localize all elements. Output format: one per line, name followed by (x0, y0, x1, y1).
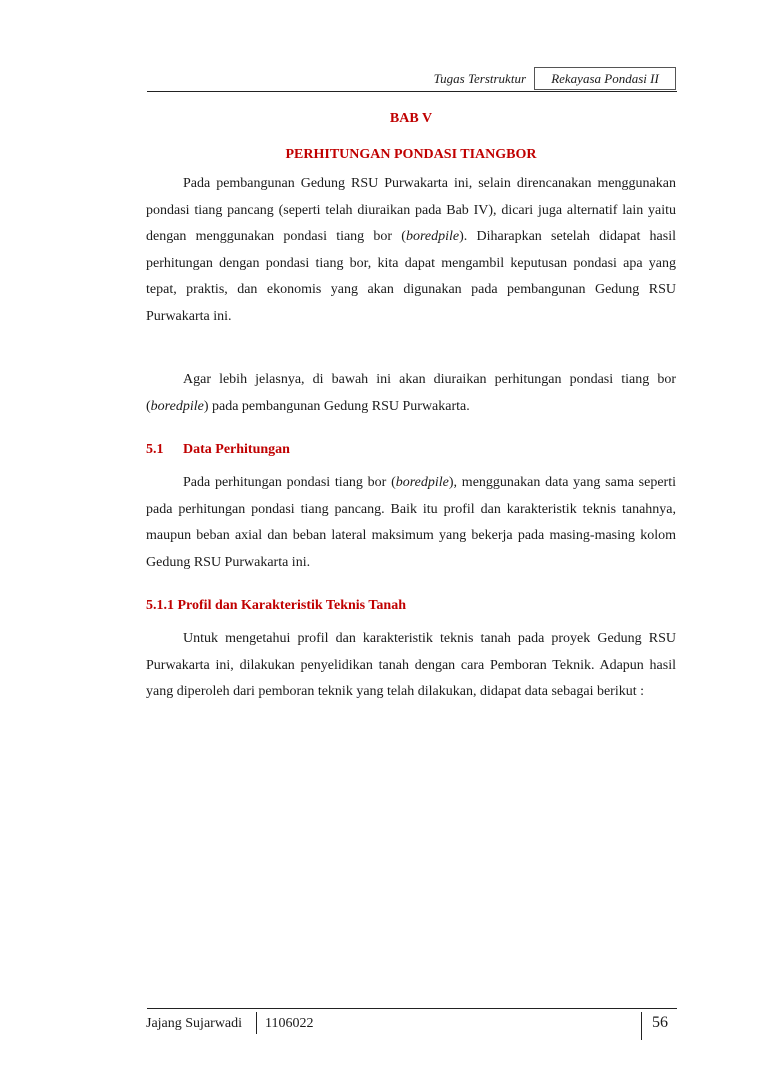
header-rule (147, 91, 677, 92)
paragraph-soil-profile: Untuk mengetahui profil dan karakteristik teknis tanah pada proyek Gedung RSU Purwakarta ini, dilakukan penyelidikan tanah dengan cara Pemboran Teknik. Adapun hasil yang diperoleh dari pemboran teknik yang telah dilakukan, didapat data sebagai berikut : (146, 631, 676, 699)
paragraph-data: Pada perhitungan pondasi tiang bor (boredpile), menggunakan data yang sama seperti pada perhitungan pondasi tiang pancang. Baik itu profil dan karakteristik teknis tanahnya, maupun beban axial dan beban lateral maksimum yang bekerja pada masing-masing kolom Gedung RSU Purwakarta ini. (146, 475, 676, 570)
footer-student-id: 1106022 (265, 1016, 314, 1031)
footer-rule (147, 1008, 677, 1009)
footer-separator (256, 1012, 257, 1034)
section-heading-5-1: 5.1 Data Perhitungan (146, 442, 290, 457)
page-number: 56 (652, 1014, 668, 1031)
chapter-label: BAB V (389, 111, 433, 126)
chapter-title: PERHITUNGAN PONDASI TIANGBOR (285, 147, 537, 162)
section-heading-5-1-1: 5.1.1 Profil dan Karakteristik Teknis Tanah (146, 598, 406, 613)
header-subject-box: Rekayasa Pondasi II (534, 67, 676, 90)
header-course: Tugas Terstruktur (433, 71, 526, 86)
paragraph-intro: Pada pembangunan Gedung RSU Purwakarta ini, selain direncanakan menggunakan pondasi tiang pancang (seperti telah diuraikan pada Bab IV), dicari juga alternatif lain yaitu dengan menggunakan pondasi tiang bor (boredpile). Diharapkan setelah didapat hasil perhitungan dengan pondasi tiang bor, kita dapat mengambil keputusan pondasi apa yang tepat, praktis, dan ekonomis yang akan digunakan pada pembangunan Gedung RSU Purwakarta ini. (146, 176, 677, 324)
footer-author: Jajang Sujarwadi (146, 1016, 243, 1031)
footer-page-separator (641, 1012, 642, 1040)
paragraph-explanation: Agar lebih jelasnya, di bawah ini akan diuraikan perhitungan pondasi tiang bor (boredpile) pada pembangunan Gedung RSU Purwakarta. (146, 372, 676, 414)
